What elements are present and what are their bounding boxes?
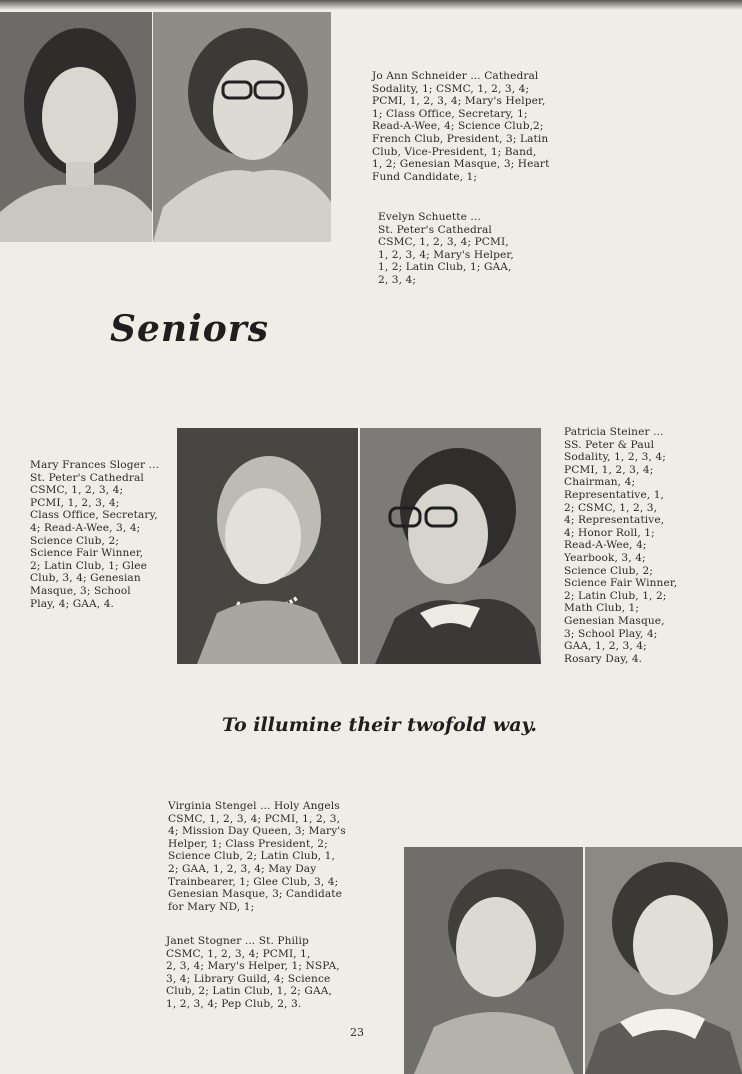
bio-sloger: Mary Frances Sloger ... St. Peter's Cathedral CSMC, 1, 2, 3, 4; PCMI, 1, 2, 3, 4; Class Office, Secretary, 4; Read-A-Wee, 3, 4; Science Club, 2; Science Fair Winner, 2; Latin Club, 1; Glee Club, 3, 4; Genesian Masque, 3; School Play, 4; GAA, 4. bbox=[30, 459, 160, 610]
bio-schneider: Jo Ann Schneider ... Cathedral Sodality, 1; CSMC, 1, 2, 3, 4; PCMI, 1, 2, 3, 4; Mary's Helper, 1; Class Office, Secretary, 1; Read-A-Wee, 4; Science Club,2; French Club, President, 3; Latin Club, Vice-President, 1; Band, 1, 2; Genesian Masque, 3; Heart Fund Candidate, 1; bbox=[372, 70, 550, 183]
bio-schuette: Evelyn Schuette ... St. Peter's Cathedral CSMC, 1, 2, 3, 4; PCMI, 1, 2, 3, 4; Mary's Helper, 1, 2; Latin Club, 1; GAA, 2, 3, 4; bbox=[378, 211, 514, 286]
portrait-illustration bbox=[0, 12, 152, 242]
portrait-illustration bbox=[360, 428, 541, 664]
portrait-photo-schuette bbox=[153, 12, 331, 242]
portrait-illustration bbox=[404, 847, 583, 1074]
portrait-photo-steiner bbox=[360, 428, 541, 664]
page-heading: Seniors bbox=[110, 308, 269, 350]
portrait-illustration bbox=[177, 428, 358, 664]
page-number: 23 bbox=[350, 1026, 364, 1039]
page-edge bbox=[0, 0, 742, 10]
portrait-photo-schneider bbox=[0, 12, 152, 242]
portrait-illustration bbox=[153, 12, 331, 242]
bio-steiner: Patricia Steiner ... SS. Peter & Paul Sodality, 1, 2, 3, 4; PCMI, 1, 2, 3, 4; Chairman, 4; Representative, 1, 2; CSMC, 1, 2, 3, 4; Representative, 4; Honor Roll, 1; Read-A-Wee, 4; Yearbook, 3, 4; Science Club, 2; Science Fair Winner, 2; Latin Club, 1, 2; Math Club, 1; Genesian Masque, 3; School Play, 4; GAA, 1, 2, 3, 4; Rosary Day, 4. bbox=[564, 426, 678, 665]
portrait-photo-sloger bbox=[177, 428, 358, 664]
bio-stengel: Virginia Stengel ... Holy Angels CSMC, 1, 2, 3, 4; PCMI, 1, 2, 3, 4; Mission Day Queen, 3; Mary's Helper, 1; Class President, 2; Science Club, 2; Latin Club, 1, 2; GAA, 1, 2, 3, 4; May Day Trainbearer, 1; Glee Club, 3, 4; Genesian Masque, 3; Candidate for Mary ND, 1; bbox=[168, 800, 346, 913]
page-motto: To illumine their twofold way. bbox=[222, 714, 537, 736]
bio-stogner: Janet Stogner ... St. Philip CSMC, 1, 2, 3, 4; PCMI, 1, 2, 3, 4; Mary's Helper, 1; NSPA, 3, 4; Library Guild, 4; Science Club, 2; Latin Club, 1, 2; GAA, 1, 2, 3, 4; Pep Club, 2, 3. bbox=[166, 935, 340, 1010]
portrait-photo-stogner bbox=[585, 847, 742, 1074]
portrait-photo-stengel bbox=[404, 847, 583, 1074]
portrait-illustration bbox=[585, 847, 742, 1074]
